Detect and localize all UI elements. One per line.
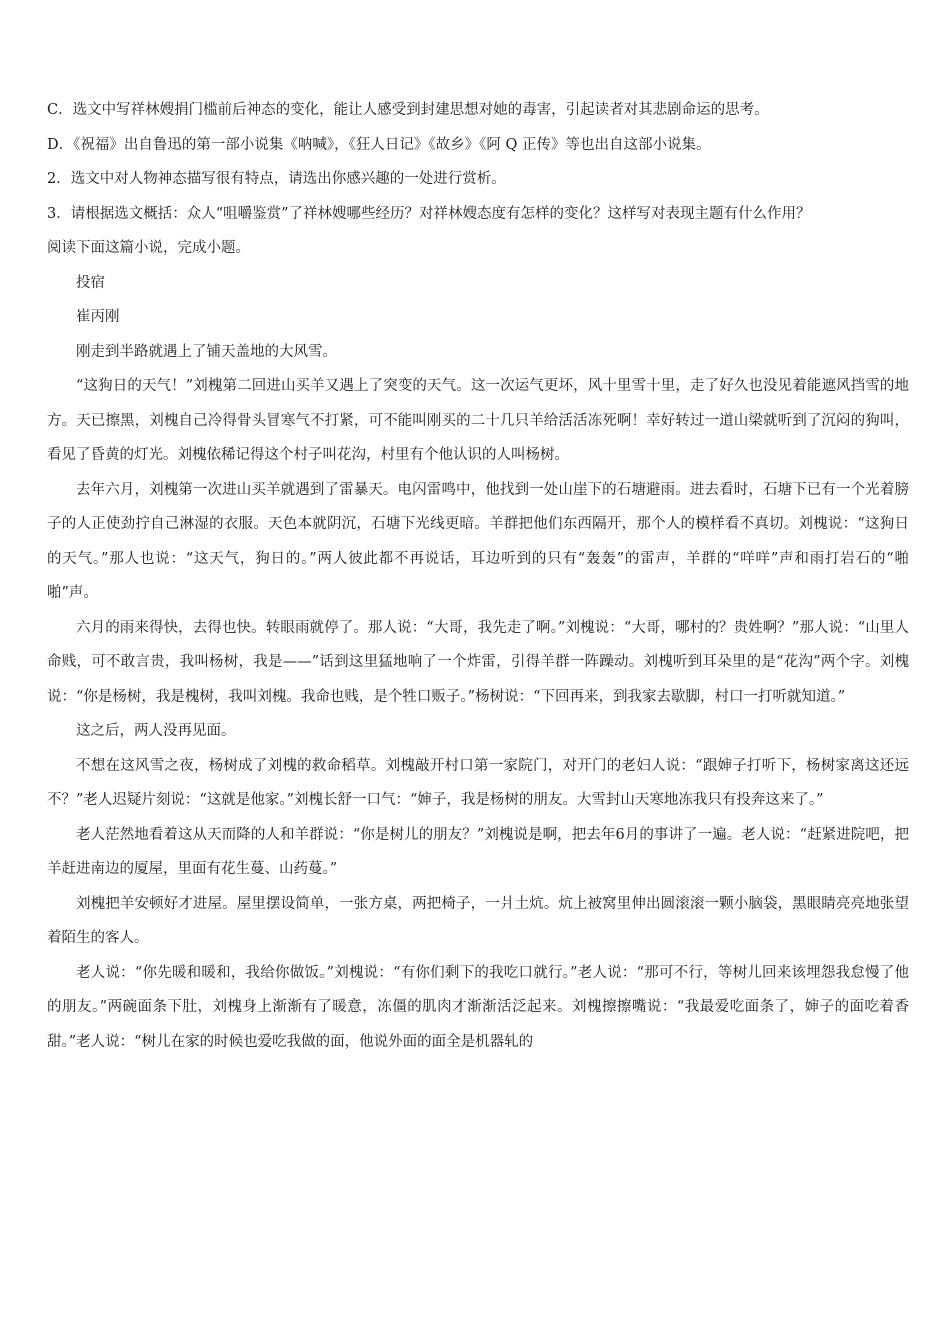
story-paragraph: 六月的雨来得快，去得也快。转眼雨就停了。那人说：“大哥，我先走了啊。”刘槐说：“大哥，哪村的？贵姓啊？”那人说：“山里人命贱，可不敢言贵，我叫杨树，我是——”话到这里猛地响了一个炸雷，引得羊群一阵躁动。刘槐听到耳朵里的是“花沟”两个字。刘槐说：“你是杨树，我是槐树，我叫刘槐。我命也贱，是个牲口贩子。”杨树说：“下回再来，到我家去歇脚，村口一打听就知道。” — [47, 619, 909, 705]
story-author: 崔丙刚 — [76, 309, 120, 325]
story-paragraph: “这狗日的天气！”刘槐第二回进山买羊又遇上了突变的天气。这一次运气更坏，风十里雪十里，走了好久也没见着能遮风挡雪的地方。天已擦黑，刘槐自己冷得骨头冒寒气不打紧，可不能叫刚买的二十几只羊给活活冻死啊！幸好转过一道山梁就听到了沉闷的狗叫，看见了昏黄的灯光。刘槐依稀记得这个村子叫花沟，村里有个他认识的人叫杨树。 — [47, 378, 909, 463]
story-paragraph: 刚走到半路就遇上了铺天盖地的大风雪。 — [76, 343, 337, 360]
story-paragraph: 老人茫然地看着这从天而降的人和羊群说：“你是树儿的朋友？”刘槐说是啊，把去年6月的事讲了一遍。老人说：“赶紧进院吧，把羊赶进南边的厦屋，里面有花生蔓、山药蔓。” — [47, 826, 909, 877]
story-paragraph: 去年六月，刘槐第一次进山买羊就遇到了雷暴天。电闪雷鸣中，他找到一处山崖下的石塘避雨。进去看时，石塘下已有一个光着膀子的人正使劲拧自己淋湿的衣服。天色本就阴沉，石塘下光线更暗。羊群把他们东西隔开，那个人的模样看不真切。刘槐说：“这狗日的天气。”那人也说：“这天气，狗日的。”两人彼此都不再说话，耳边听到的只有“轰轰”的雷声，羊群的“咩咩”声和雨打岩石的“啪啪”声。 — [47, 481, 909, 601]
story-paragraph: 这之后，两人没再见面。 — [76, 723, 236, 739]
story-paragraph: 刘槐把羊安顿好才进屋。屋里摆设简单，一张方桌，两把椅子，一爿土炕。炕上被窝里伸出圆滚滚一颗小脑袋，黑眼睛亮亮地张望着陌生的客人。 — [47, 895, 909, 946]
story-paragraph: 不想在这风雪之夜，杨树成了刘槐的救命稻草。刘槐敲开村口第一家院门，对开门的老妇人说：“跟婶子打听下，杨树家离这还远不？”老人迟疑片刻说：“这就是他家。”刘槐长舒一口气：“婶子，我是杨树的朋友。大雪封山天寒地冻我只有投奔这来了。” — [47, 757, 909, 808]
question-option-d: D．《祝福》出自鲁迅的第一部小说集《呐喊》，《狂人日记》《故乡》《阿 Q 正传》等也出自这部小说集。 — [47, 136, 711, 153]
question-option-c: C．选文中写祥林嫂捐门槛前后神态的变化，能让人感受到封建思想对她的毒害，引起读者对其悲剧命运的思考。 — [47, 102, 769, 118]
reading-instruction: 阅读下面这篇小说，完成小题。 — [47, 240, 250, 256]
document-page — [47, 93, 909, 1059]
question-3: 3．请根据选文概括：众人“咀嚼鉴赏”了祥林嫂哪些经历？对祥林嫂态度有怎样的变化？这样写对表现主题有什么作用？ — [47, 205, 811, 222]
question-2: 2．选文中对人物神态描写很有特点，请选出你感兴趣的一处进行赏析。 — [47, 171, 506, 187]
story-title: 投宿 — [76, 274, 105, 291]
story-paragraph: 老人说：“你先暖和暖和，我给你做饭。”刘槐说：“有你们剩下的我吃口就行。”老人说：“那可不行，等树儿回来该埋怨我怠慢了他的朋友。”两碗面条下肚，刘槐身上渐渐有了暖意，冻僵的肌肉才渐渐活泛起来。刘槐擦擦嘴说：“我最爱吃面条了，婶子的面吃着香甜。”老人说：“树儿在家的时候也爱吃我做的面，他说外面的面全是机器轧的 — [47, 964, 909, 1050]
